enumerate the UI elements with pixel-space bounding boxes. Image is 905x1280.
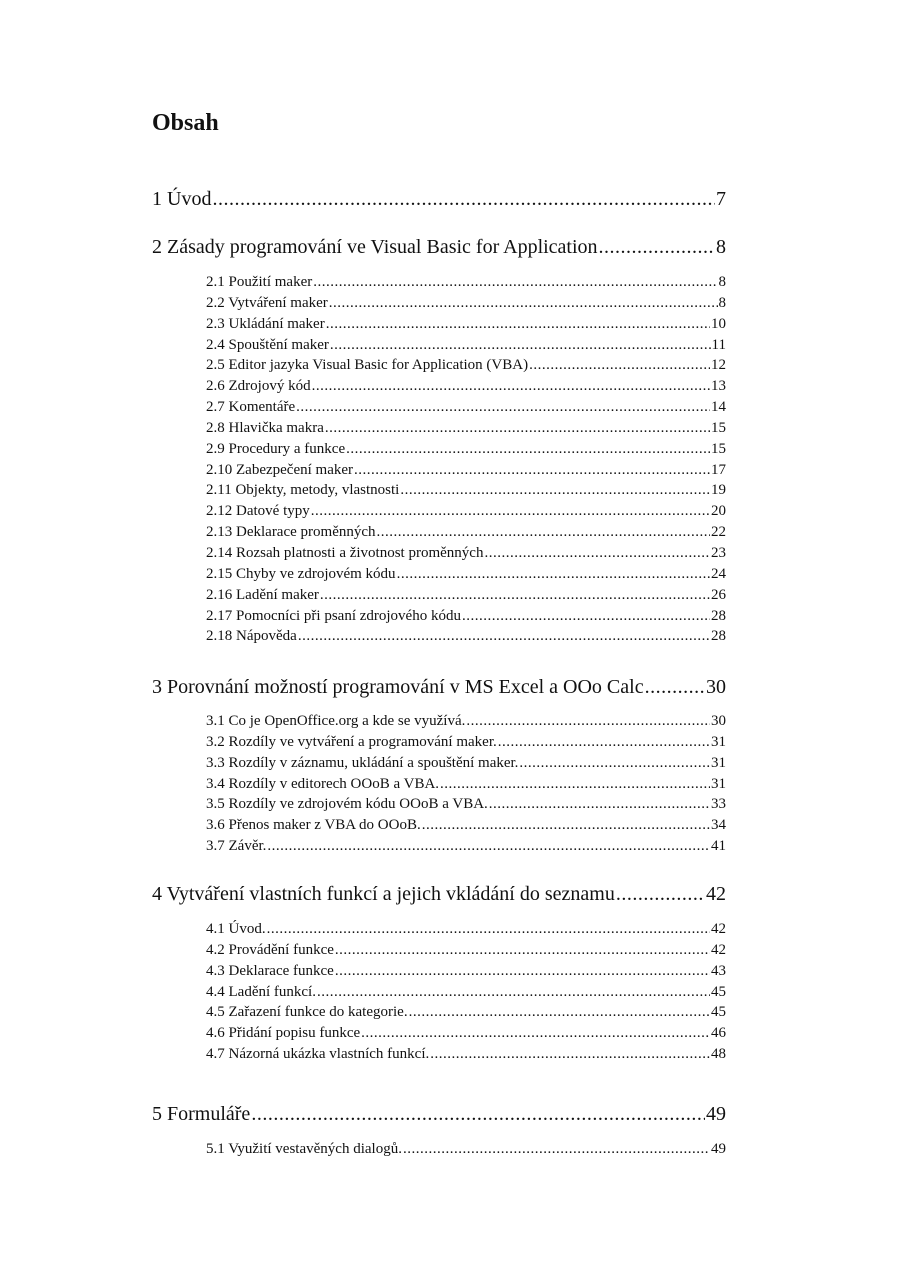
toc-section[interactable] <box>206 335 726 356</box>
toc-section[interactable] <box>206 1139 726 1160</box>
toc-section-label: 3.2 Rozdíly ve vytváření a programování maker. <box>206 733 497 750</box>
toc-section[interactable] <box>206 376 726 397</box>
dot-leader <box>346 439 710 460</box>
toc-section[interactable] <box>206 732 726 753</box>
dot-leader <box>361 1023 710 1044</box>
toc-section[interactable] <box>206 522 726 543</box>
toc-section[interactable] <box>206 501 726 522</box>
toc-section[interactable] <box>206 1002 726 1023</box>
toc-page-number: 20 <box>711 503 726 520</box>
toc-section-label: 4.4 Ladění funkcí. <box>206 983 316 1000</box>
toc-chapter-label: 2 Zásady programování ve Visual Basic for Application <box>152 236 598 258</box>
toc-page-number: 42 <box>711 921 726 937</box>
toc-chapter-label: 1 Úvod <box>152 188 212 210</box>
toc-section-label: 3.6 Přenos maker z VBA do OOoB. <box>206 817 421 834</box>
toc-page-number: 10 <box>711 315 726 332</box>
toc-page-number: 22 <box>711 524 726 541</box>
page-title: Obsah <box>152 110 219 136</box>
toc-chapter-4[interactable] <box>152 881 726 907</box>
toc-section-label: 3.7 Závěr. <box>206 838 267 855</box>
dot-leader <box>212 186 715 212</box>
toc-section[interactable] <box>206 794 726 815</box>
toc-page-number: 12 <box>711 357 726 374</box>
dot-leader <box>377 522 710 543</box>
dot-leader <box>354 460 710 481</box>
toc-section-label: 2.14 Rozsah platnosti a životnost proměnných <box>206 544 484 561</box>
dot-leader <box>462 606 710 627</box>
toc-chapter-label: 5 Formuláře <box>152 1103 251 1125</box>
toc-section-label: 2.5 Editor jazyka Visual Basic for Application (VBA) <box>206 357 529 374</box>
toc-chapter-label: 3 Porovnání možností programování v MS Excel a OOo Calc <box>152 676 644 698</box>
toc-section-label: 2.16 Ladění maker <box>206 586 319 603</box>
dot-leader <box>296 397 710 418</box>
toc-section[interactable] <box>206 397 726 418</box>
dot-leader <box>400 480 710 501</box>
dot-leader <box>599 234 715 260</box>
toc-page-number: 13 <box>711 378 726 395</box>
toc-section[interactable] <box>206 919 726 940</box>
toc-page-number: 24 <box>711 565 726 582</box>
toc-page-number: 28 <box>711 607 726 624</box>
toc-section-label: 2.13 Deklarace proměnných <box>206 524 376 541</box>
toc-section[interactable] <box>206 460 726 481</box>
toc-section[interactable] <box>206 564 726 585</box>
toc-section-label: 2.6 Zdrojový kód <box>206 378 311 395</box>
toc-section-label: 2.2 Vytváření maker <box>206 294 328 311</box>
dot-leader <box>335 961 710 982</box>
dot-leader <box>645 674 705 700</box>
dot-leader <box>484 543 710 564</box>
toc-page-number: 42 <box>711 941 726 958</box>
toc-sections-chapter-4 <box>206 919 726 1065</box>
toc-section-label: 2.9 Procedury a funkce <box>206 440 346 457</box>
toc-section[interactable] <box>206 606 726 627</box>
toc-section[interactable] <box>206 626 726 647</box>
toc-section[interactable] <box>206 982 726 1003</box>
toc-section-label: 2.1 Použití maker <box>206 274 313 290</box>
dot-leader <box>251 1101 705 1127</box>
toc-page-number: 7 <box>716 188 726 210</box>
toc-chapter-label: 4 Vytváření vlastních funkcí a jejich vkládání do seznamu <box>152 883 615 905</box>
toc-section[interactable] <box>206 815 726 836</box>
toc-section-label: 2.12 Datové typy <box>206 503 310 520</box>
toc-page-number: 8 <box>718 294 726 311</box>
toc-section-label: 2.15 Chyby ve zdrojovém kódu <box>206 565 396 582</box>
toc-page-number: 31 <box>711 733 726 750</box>
toc-sections-chapter-3 <box>206 711 726 857</box>
toc-sections-chapter-5 <box>206 1139 726 1160</box>
dot-leader <box>329 293 718 314</box>
dot-leader <box>616 881 705 907</box>
dot-leader <box>519 753 710 774</box>
toc-page-number: 15 <box>711 440 726 457</box>
toc-section-label: 2.18 Nápověda <box>206 628 297 645</box>
toc-page-number: 8 <box>718 274 726 290</box>
toc-page-number: 49 <box>706 1103 726 1125</box>
toc-page-number: 33 <box>711 796 726 813</box>
toc-section-label: 2.4 Spouštění maker <box>206 336 329 353</box>
toc-section[interactable] <box>206 711 726 732</box>
toc-section-label: 3.4 Rozdíly v editorech OOoB a VBA. <box>206 775 440 792</box>
toc-section[interactable] <box>206 272 726 293</box>
toc-page-number: 19 <box>711 482 726 499</box>
toc-section-label: 4.5 Zařazení funkce do kategorie. <box>206 1004 408 1021</box>
toc-page-number: 46 <box>711 1025 726 1042</box>
dot-leader <box>320 585 710 606</box>
toc-section-label: 2.17 Pomocníci při psaní zdrojového kódu <box>206 607 461 624</box>
dot-leader <box>403 1139 710 1160</box>
toc-section-label: 4.7 Názorná ukázka vlastních funkcí. <box>206 1046 430 1063</box>
toc-section[interactable] <box>206 1044 726 1065</box>
toc-page-number: 34 <box>711 817 726 834</box>
toc-page-number: 45 <box>711 1004 726 1021</box>
dot-leader <box>422 815 710 836</box>
dot-leader <box>440 774 710 795</box>
toc-page-number: 31 <box>711 754 726 771</box>
toc-section[interactable] <box>206 940 726 961</box>
toc-section[interactable] <box>206 543 726 564</box>
toc-section[interactable] <box>206 418 726 439</box>
toc-page-number: 26 <box>711 586 726 603</box>
dot-leader <box>397 564 710 585</box>
dot-leader <box>498 732 710 753</box>
toc-section[interactable] <box>206 355 726 376</box>
dot-leader <box>298 626 710 647</box>
toc-section-label: 2.7 Komentáře <box>206 399 296 416</box>
dot-leader <box>267 919 710 940</box>
toc-section[interactable] <box>206 836 726 857</box>
toc-page-number: 14 <box>711 399 726 416</box>
toc-page-number: 41 <box>711 838 726 855</box>
toc-section[interactable] <box>206 961 726 982</box>
toc-section-label: 2.8 Hlavička makra <box>206 419 324 436</box>
toc-page-number: 8 <box>716 236 726 258</box>
dot-leader <box>430 1044 710 1065</box>
toc-page-number: 43 <box>711 962 726 979</box>
toc-section-label: 4.6 Přidání popisu funkce <box>206 1025 361 1042</box>
toc-page-number: 15 <box>711 419 726 436</box>
dot-leader <box>326 314 710 335</box>
toc-section[interactable] <box>206 585 726 606</box>
toc-section-label: 5.1 Využití vestavěných dialogů. <box>206 1141 402 1157</box>
dot-leader <box>325 418 710 439</box>
dot-leader <box>330 335 711 356</box>
toc-page-number: 31 <box>711 775 726 792</box>
toc-section-label: 3.1 Co je OpenOffice.org a kde se využívá. <box>206 713 466 729</box>
toc-page-number: 28 <box>711 628 726 645</box>
dot-leader <box>335 940 710 961</box>
dot-leader <box>466 711 710 732</box>
toc-section[interactable] <box>206 1023 726 1044</box>
toc-chapter-1[interactable] <box>152 186 726 212</box>
toc-page-number: 42 <box>706 883 726 905</box>
dot-leader <box>529 355 710 376</box>
toc-page-number: 30 <box>711 713 726 729</box>
toc-page-number: 30 <box>706 676 726 698</box>
toc-page-number: 17 <box>711 461 726 478</box>
dot-leader <box>312 376 710 397</box>
toc-section[interactable] <box>206 293 726 314</box>
toc-section[interactable] <box>206 439 726 460</box>
dot-leader <box>317 982 710 1003</box>
toc-section-label: 2.11 Objekty, metody, vlastnosti <box>206 482 400 499</box>
toc-chapter-5[interactable] <box>152 1101 726 1127</box>
toc-chapter-3[interactable] <box>152 674 726 700</box>
toc-section[interactable] <box>206 774 726 795</box>
toc-page-number: 48 <box>711 1046 726 1063</box>
toc-section-label: 4.3 Deklarace funkce <box>206 962 334 979</box>
toc-chapter-2[interactable] <box>152 234 726 260</box>
toc-sections-chapter-2 <box>206 272 726 647</box>
toc-section[interactable] <box>206 753 726 774</box>
toc-section-label: 3.3 Rozdíly v záznamu, ukládání a spouštění maker. <box>206 754 519 771</box>
dot-leader <box>313 272 717 293</box>
toc-page-number: 23 <box>711 544 726 561</box>
toc-section-label: 2.10 Zabezpečení maker <box>206 461 354 478</box>
dot-leader <box>267 836 710 857</box>
toc-page-number: 49 <box>711 1141 726 1157</box>
toc-section-label: 4.1 Úvod. <box>206 921 266 937</box>
dot-leader <box>311 501 710 522</box>
toc-section[interactable] <box>206 314 726 335</box>
toc-page-number: 45 <box>711 983 726 1000</box>
toc-section-label: 4.2 Provádění funkce <box>206 941 334 958</box>
dot-leader <box>409 1002 710 1023</box>
toc-section-label: 2.3 Ukládání maker <box>206 315 325 332</box>
toc-section[interactable] <box>206 480 726 501</box>
toc-page-number: 11 <box>711 336 726 353</box>
toc-section-label: 3.5 Rozdíly ve zdrojovém kódu OOoB a VBA. <box>206 796 488 813</box>
dot-leader <box>489 794 710 815</box>
